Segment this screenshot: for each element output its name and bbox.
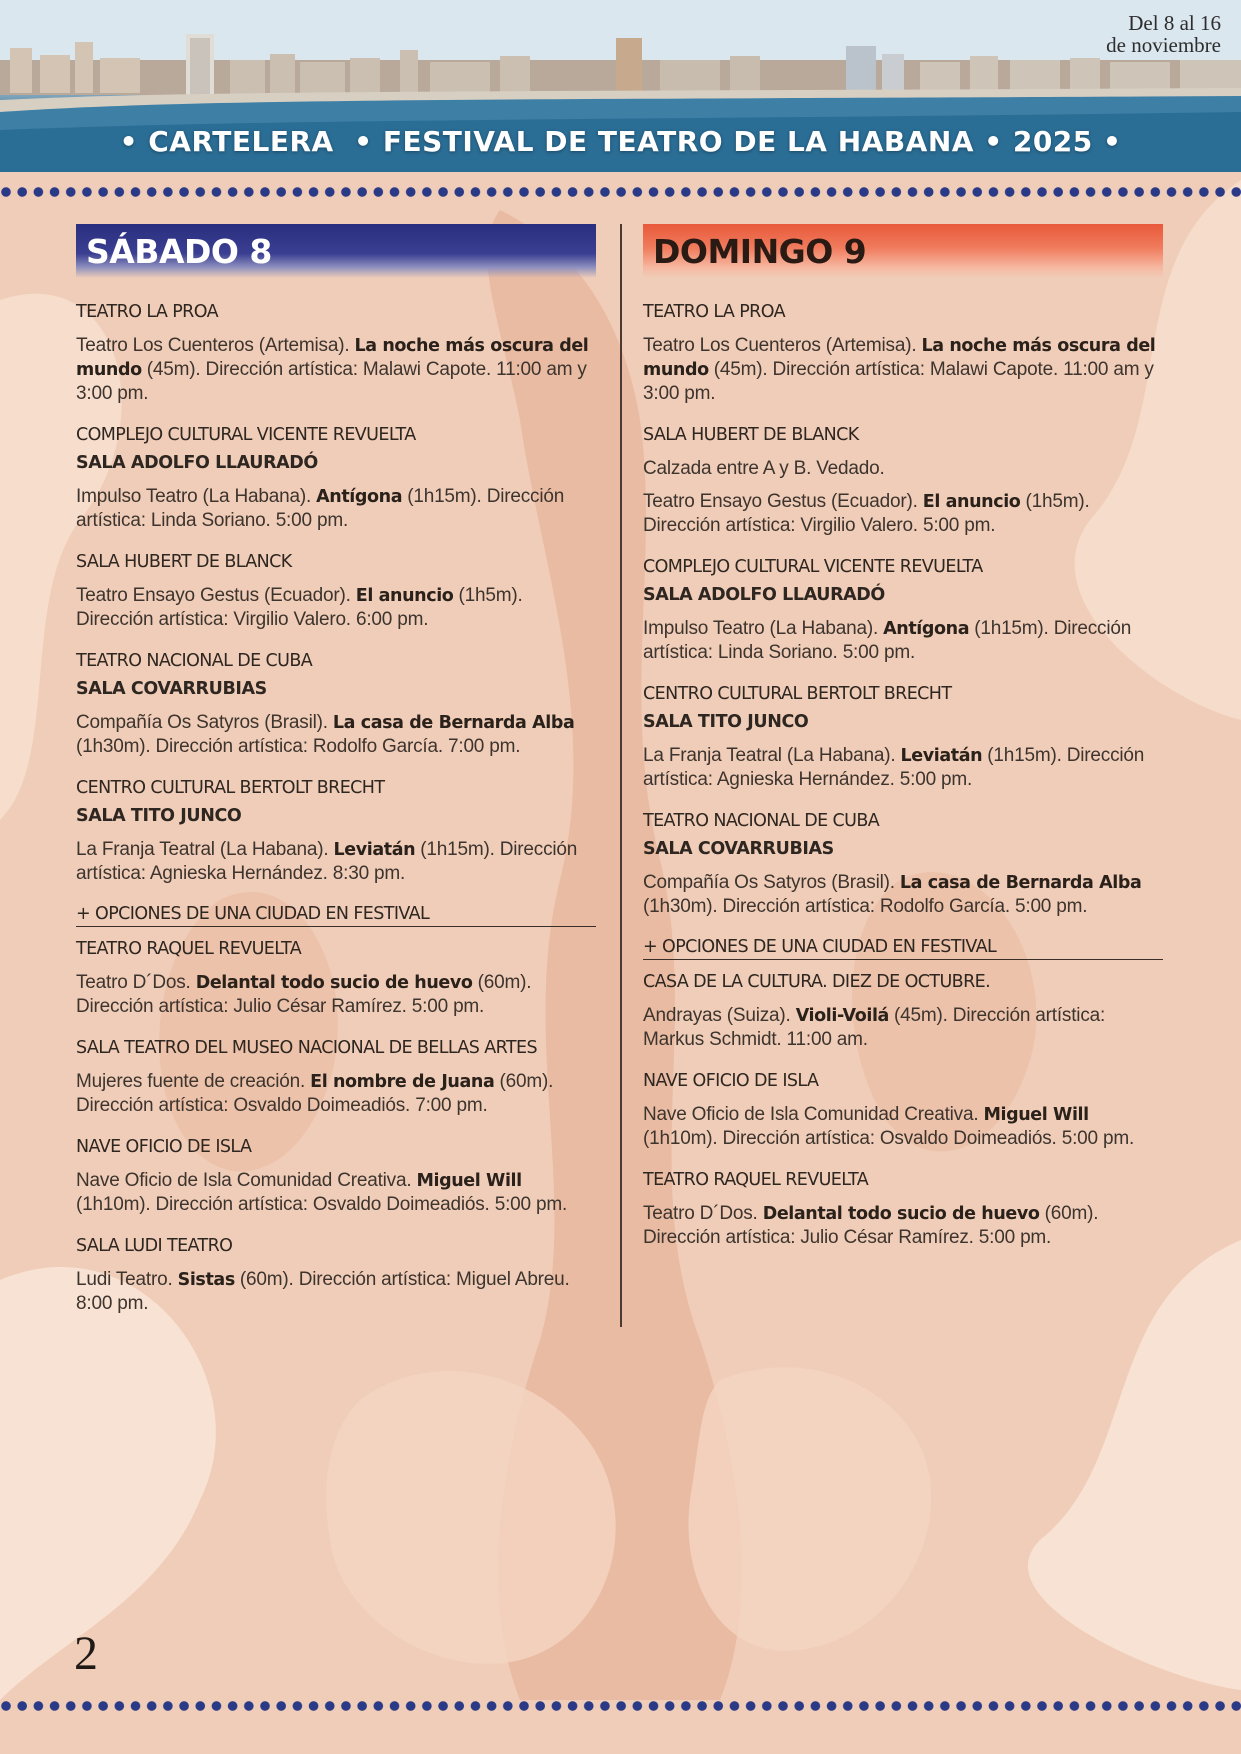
sala-name: SALA TITO JUNCO — [643, 712, 809, 732]
play-title: El nombre de Juana — [310, 1072, 495, 1092]
event-description: La Franja Teatral (La Habana). Leviatán (1h15m). Dirección artística: Agnieska Hernández. 8:30 pm. — [76, 839, 578, 884]
event-description: La Franja Teatral (La Habana). Leviatán (1h15m). Dirección artística: Agnieska Hernández. 5:00 pm. — [643, 745, 1145, 790]
venue-name: COMPLEJO CULTURAL VICENTE REVUELTA — [76, 425, 416, 445]
venue-name: NAVE OFICIO DE ISLA — [643, 1071, 819, 1091]
venue-name: TEATRO LA PROA — [76, 302, 218, 322]
dates-line-1: Del 8 al 16 — [1128, 11, 1221, 35]
venue-name: SALA TEATRO DEL MUSEO NACIONAL DE BELLAS ARTES — [76, 1038, 537, 1058]
event-description: Teatro D´Dos. Delantal todo sucio de huevo (60m). Dirección artística: Julio César Ramírez. 5:00 pm. — [76, 972, 532, 1017]
dotted-border-bottom — [0, 1700, 1241, 1712]
sala-name: SALA COVARRUBIAS — [643, 839, 834, 859]
venue-name: SALA LUDI TEATRO — [76, 1236, 233, 1256]
play-title: El anuncio — [355, 586, 454, 606]
venue-name: TEATRO NACIONAL DE CUBA — [643, 811, 880, 831]
sala-name: SALA TITO JUNCO — [76, 806, 242, 826]
play-title: Antígona — [883, 619, 970, 639]
header-banner — [0, 0, 1241, 172]
venue-name: SALA HUBERT DE BLANCK — [643, 425, 859, 445]
saturday-title: SÁBADO 8 — [86, 232, 272, 271]
page-number: 2 — [74, 1627, 98, 1680]
venue-name: NAVE OFICIO DE ISLA — [76, 1137, 252, 1157]
dotted-border-top — [0, 186, 1241, 198]
event-description: Impulso Teatro (La Habana). Antígona (1h15m). Dirección artística: Linda Soriano. 5:00 pm. — [76, 486, 565, 531]
venue-name: TEATRO NACIONAL DE CUBA — [76, 651, 313, 671]
play-title: El anuncio — [922, 492, 1021, 512]
venue-name: CENTRO CULTURAL BERTOLT BRECHT — [643, 684, 952, 704]
dates-line-2: de noviembre — [1106, 33, 1221, 57]
column-divider — [620, 224, 622, 1327]
event-description: Mujeres fuente de creación. El nombre de Juana (60m). Dirección artística: Osvaldo Doimeadiós. 7:00 pm. — [76, 1071, 554, 1116]
festival-dates — [1106, 12, 1221, 56]
event-description: Ludi Teatro. Sistas (60m). Dirección artística: Miguel Abreu. 8:00 pm. — [76, 1269, 570, 1314]
play-title: Miguel Will — [416, 1171, 522, 1191]
venue-name: CASA DE LA CULTURA. DIEZ DE OCTUBRE. — [643, 972, 991, 992]
venue-name: TEATRO LA PROA — [643, 302, 785, 322]
event-description: Teatro D´Dos. Delantal todo sucio de huevo (60m). Dirección artística: Julio César Ramírez. 5:00 pm. — [643, 1203, 1099, 1248]
sala-name: SALA ADOLFO LLAURADÓ — [643, 585, 885, 605]
play-title: Leviatán — [900, 746, 983, 766]
play-title: Leviatán — [333, 840, 416, 860]
event-description: Teatro Ensayo Gestus (Ecuador). El anuncio (1h5m). Dirección artística: Virgilio Valero. 6:00 pm. — [76, 585, 523, 630]
event-description: Teatro Los Cuenteros (Artemisa). La noche más oscura del mundo (45m). Dirección artística: Malawi Capote. 11:00 am y 3:00 pm. — [643, 335, 1156, 404]
play-title: La casa de Bernarda Alba — [332, 713, 575, 733]
play-title: Violi-Voilá — [795, 1006, 889, 1026]
event-description: Teatro Los Cuenteros (Artemisa). La noche más oscura del mundo (45m). Dirección artística: Malawi Capote. 11:00 am y 3:00 pm. — [76, 335, 589, 404]
play-title: Delantal todo sucio de huevo — [195, 973, 473, 993]
event-description: Andrayas (Suiza). Violi-Voilá (45m). Dirección artística: Markus Schmidt. 11:00 am. — [643, 1005, 1106, 1050]
play-title: La casa de Bernarda Alba — [899, 873, 1142, 893]
event-description: Teatro Ensayo Gestus (Ecuador). El anuncio (1h5m). Dirección artística: Virgilio Valero. 5:00 pm. — [643, 491, 1090, 536]
banner-title: • CARTELERA • FESTIVAL DE TEATRO DE LA HABANA • 2025 • — [119, 125, 1122, 158]
opciones-section-heading: + OPCIONES DE UNA CIUDAD EN FESTIVAL — [643, 936, 1163, 960]
play-title: La noche más oscura del mundo — [76, 336, 589, 380]
sala-name: SALA COVARRUBIAS — [76, 679, 267, 699]
play-title: Miguel Will — [983, 1105, 1089, 1125]
event-description: Compañía Os Satyros (Brasil). La casa de Bernarda Alba (1h30m). Dirección artística: Rodolfo García. 7:00 pm. — [76, 712, 575, 757]
sunday-header — [643, 224, 1163, 278]
venue-name: SALA HUBERT DE BLANCK — [76, 552, 292, 572]
saturday-header — [76, 224, 596, 278]
venue-address: Calzada entre A y B. Vedado. — [643, 458, 885, 479]
play-title: Antígona — [316, 487, 403, 507]
sala-name: SALA ADOLFO LLAURADÓ — [76, 453, 318, 473]
event-description: Nave Oficio de Isla Comunidad Creativa. Miguel Will (1h10m). Dirección artística: Osvaldo Doimeadiós. 5:00 pm. — [643, 1104, 1135, 1149]
sunday-column — [643, 224, 1163, 1267]
venue-name: COMPLEJO CULTURAL VICENTE REVUELTA — [643, 557, 983, 577]
play-title: Sistas — [177, 1270, 235, 1290]
opciones-section-heading: + OPCIONES DE UNA CIUDAD EN FESTIVAL — [76, 903, 596, 927]
saturday-column — [76, 224, 596, 1333]
venue-name: TEATRO RAQUEL REVUELTA — [76, 939, 302, 959]
sunday-title: DOMINGO 9 — [653, 232, 867, 271]
play-title: La noche más oscura del mundo — [643, 336, 1156, 380]
venue-name: CENTRO CULTURAL BERTOLT BRECHT — [76, 778, 385, 798]
play-title: Delantal todo sucio de huevo — [762, 1204, 1040, 1224]
event-description: Compañía Os Satyros (Brasil). La casa de Bernarda Alba (1h30m). Dirección artística: Rodolfo García. 5:00 pm. — [643, 872, 1142, 917]
event-description: Nave Oficio de Isla Comunidad Creativa. Miguel Will (1h10m). Dirección artística: Osvaldo Doimeadiós. 5:00 pm. — [76, 1170, 568, 1215]
venue-name: TEATRO RAQUEL REVUELTA — [643, 1170, 869, 1190]
event-description: Impulso Teatro (La Habana). Antígona (1h15m). Dirección artística: Linda Soriano. 5:00 pm. — [643, 618, 1132, 663]
